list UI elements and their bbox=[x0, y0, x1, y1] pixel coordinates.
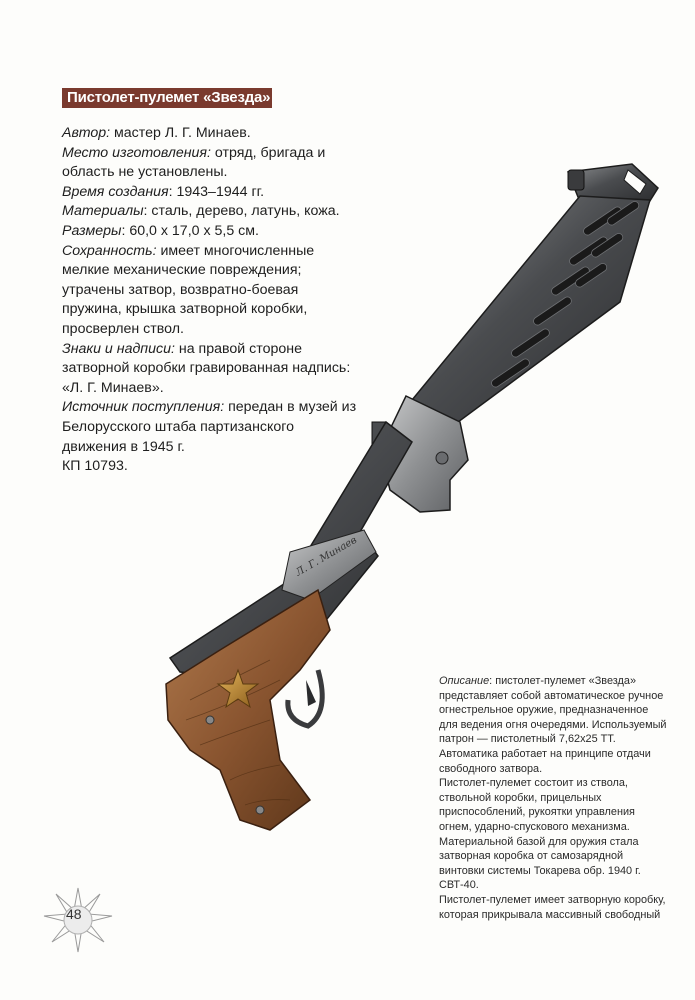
meta-marks-value: на правой стороне затворной коробки гравированная надпись: bbox=[62, 340, 351, 377]
meta-place-value: отряд, бригада и область не установлены. bbox=[62, 144, 326, 181]
meta-author bbox=[62, 124, 362, 144]
desc-paragraph-3: Материальной базой для оружия стала затворная коробка от самозарядной винтовки системы Токарева обр. 1940 г. СВТ-40. bbox=[439, 835, 641, 892]
meta-source-value: передан в музей из Белорусского штаба партизанского движения в 1945 г. bbox=[62, 399, 357, 455]
meta-condition-value: имеет многочисленные мелкие механические повреждения; утрачены затвор, возвратно-боевая пружина, крышка затворной коробки, просверлен ствол. bbox=[62, 242, 315, 337]
meta-size-value: : 60,0 x 17,0 x 5,5 см. bbox=[121, 222, 259, 239]
meta-inscription: «Л. Г. Минаев». bbox=[62, 379, 164, 396]
meta-materials-label: Материалы bbox=[62, 203, 144, 220]
meta-inventory: КП 10793. bbox=[62, 458, 128, 475]
section-title: Пистолет-пулемет «Звезда» bbox=[67, 89, 271, 106]
desc-lead-label: Описание bbox=[439, 675, 490, 687]
desc-paragraph-2: Пистолет-пулемет состоит из ствола, ствольной коробки, прицельных приспособлений, рукоятки управления огнем, ударно-спускового механизма. bbox=[439, 777, 635, 833]
desc-paragraph-1 bbox=[439, 674, 669, 776]
desc-paragraph-4: Пистолет-пулемет имеет затворную коробку, которая прикрывала массивный свободный bbox=[439, 893, 666, 921]
meta-source-label: Источник поступления: bbox=[62, 399, 225, 416]
desc-p1-text: : пистолет-пулемет «Звезда» представляет собой автоматическое ручное огнестрельное оружие, предназначенное для ведения огня очередями. Используемый патрон — пистолетный 7,62х25 ТТ. Автоматика работает на принципе отдачи свободного затвора. bbox=[439, 675, 667, 775]
meta-time-label: Время создания bbox=[62, 183, 169, 200]
meta-condition-label: Сохранность: bbox=[62, 242, 157, 259]
meta-marks-label: Знаки и надписи: bbox=[62, 340, 175, 357]
section-title-bar bbox=[62, 88, 272, 108]
meta-place-label: Место изготовления: bbox=[62, 144, 211, 161]
meta-materials-value: : сталь, дерево, латунь, кожа. bbox=[143, 203, 340, 220]
meta-size-label: Размеры bbox=[62, 222, 122, 239]
meta-author-label: Автор: bbox=[62, 125, 111, 141]
description-block bbox=[439, 674, 669, 922]
engraving-text: Л. Г. Минаев bbox=[294, 534, 359, 579]
meta-author-value: мастер Л. Г. Минаев. bbox=[110, 125, 251, 141]
meta-time-value: : 1943–1944 гг. bbox=[168, 183, 265, 200]
page-number: 48 bbox=[66, 906, 82, 922]
